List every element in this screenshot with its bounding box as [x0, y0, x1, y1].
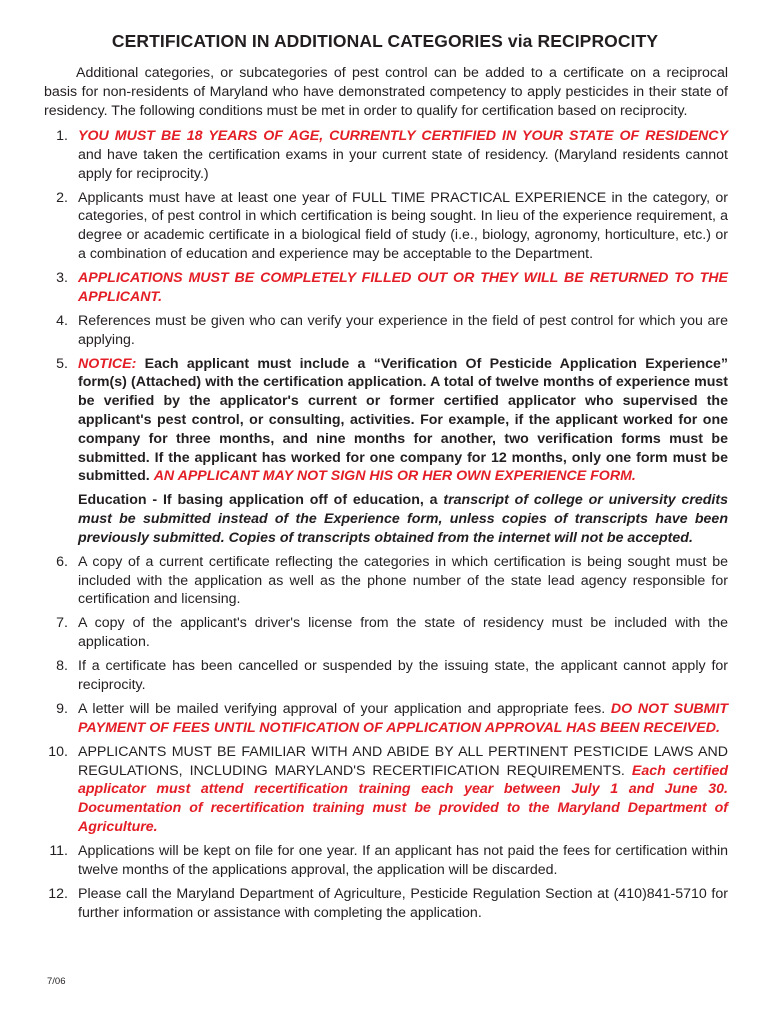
item-number: 7.	[56, 615, 68, 632]
list-item-5	[28, 355, 728, 487]
list-item-9	[28, 700, 728, 738]
education-note	[28, 491, 728, 547]
item-number: 12.	[48, 885, 68, 902]
item-text: Please call the Maryland Department of Agriculture, Pesticide Regulation Section at (410)841-5710 for further information or assistance with completing the application.	[78, 885, 728, 921]
item-text: References must be given who can verify your experience in the field of pest control for which you are applying.	[78, 312, 728, 348]
list-item-1	[28, 127, 728, 183]
list-item-6	[28, 553, 728, 609]
item-number: 3.	[56, 269, 68, 286]
conditions-list	[28, 127, 728, 928]
item-warning: Each certified applicator must attend recertification training each year between July 1 and June 30. Documentation of recertification training must be provided to the Maryland Department of Agriculture.	[78, 762, 729, 835]
item-number: 11.	[49, 842, 68, 859]
item-warning: APPLICATIONS MUST BE COMPLETELY FILLED OUT OR THEY WILL BE RETURNED TO THE APPLICANT.	[78, 269, 728, 305]
item-text: A copy of the applicant's driver's license from the state of residency must be included with the application.	[78, 615, 728, 651]
item-warning: AN APPLICANT MAY NOT SIGN HIS OR HER OWN EXPERIENCE FORM.	[153, 468, 636, 485]
list-item-12	[28, 885, 728, 923]
item-text: If a certificate has been cancelled or suspended by the issuing state, the applicant cannot apply for reciprocity.	[78, 658, 728, 694]
item-text: Applications will be kept on file for one year. If an applicant has not paid the fees for certification within twelve months of the applications approval, the application will be discarded.	[78, 842, 728, 878]
list-item-11	[28, 842, 728, 880]
item-text: APPLICANTS MUST BE FAMILIAR WITH AND ABIDE BY ALL PERTINENT PESTICIDE LAWS AND REGULATIONS, INCLUDING MARYLAND'S RECERTIFICATION REQUIREMENTS.	[78, 743, 728, 779]
list-item-10	[28, 743, 728, 837]
item-text: and have taken the certification exams in your current state of residency. (Maryland residents cannot apply for reciprocity.)	[78, 146, 728, 182]
list-item-4	[28, 312, 728, 350]
item-number: 8.	[56, 658, 68, 675]
education-lead: Education - If basing application off of education, a	[78, 492, 438, 509]
list-item-7	[28, 614, 728, 652]
item-text: Each applicant must include a “Verification Of Pesticide Application Experience” form(s) (Attached) with the certification application. A total of twelve months of experience must be verified by the applicator's current or former certified applicator who supervised the applicant's pest control, or consulting, activities. For example, if the applicant worked for one company for three months, and nine months for another, two verification forms must be submitted. If the applicant has worked for one company for 12 months, only one form must be submitted.	[78, 355, 728, 485]
item-number: 10.	[48, 743, 68, 760]
item-number: 2.	[56, 189, 68, 206]
item-number: 6.	[56, 553, 68, 570]
item-warning: YOU MUST BE 18 YEARS OF AGE, CURRENTLY CERTIFIED IN YOUR STATE OF RESIDENCY	[78, 128, 728, 144]
item-number: 1.	[56, 128, 68, 144]
item-number: 4.	[56, 312, 68, 329]
revision-date: 7/06	[47, 976, 66, 987]
list-item-8	[28, 657, 728, 695]
item-text: Applicants must have at least one year of FULL TIME PRACTICAL EXPERIENCE in the category, or categories, of pest control in which certification is being sought. In lieu of the experience requirement, a degree or academic certificate in a biological field of study (i.e., biology, agronomy, horticulture, etc.) or a combination of education and experience may be acceptable to the Department.	[78, 189, 728, 262]
item-text: A copy of a current certificate reflecting the categories in which certification is being sought must be included with the application as well as the phone number of the state lead agency responsible for certification and licensing.	[78, 553, 728, 608]
list-item-3	[28, 269, 728, 307]
item-text: A letter will be mailed verifying approval of your application and appropriate fees.	[78, 701, 606, 717]
notice-label: NOTICE:	[78, 355, 137, 372]
item-number: 9.	[56, 701, 68, 717]
intro-paragraph: Additional categories, or subcategories of pest control can be added to a certificate on a reciprocal basis for non-residents of Maryland who have demonstrated competency to apply pesticides in their state of residency. The following conditions must be met in order to qualify for certification based on reciprocity.	[44, 65, 728, 120]
education-emphasis: transcript of college or university credits must be submitted instead of the Experience form, unless copies of transcripts have been previously submitted. Copies of transcripts obtained from the internet will not be accepted.	[78, 492, 728, 546]
list-item-2	[28, 189, 728, 264]
page-title: CERTIFICATION IN ADDITIONAL CATEGORIES via RECIPROCITY	[111, 31, 659, 51]
item-warning: DO NOT SUBMIT PAYMENT OF FEES UNTIL NOTIFICATION OF APPLICATION APPROVAL HAS BEEN RECEIVED.	[78, 701, 728, 736]
item-number: 5.	[56, 355, 68, 372]
